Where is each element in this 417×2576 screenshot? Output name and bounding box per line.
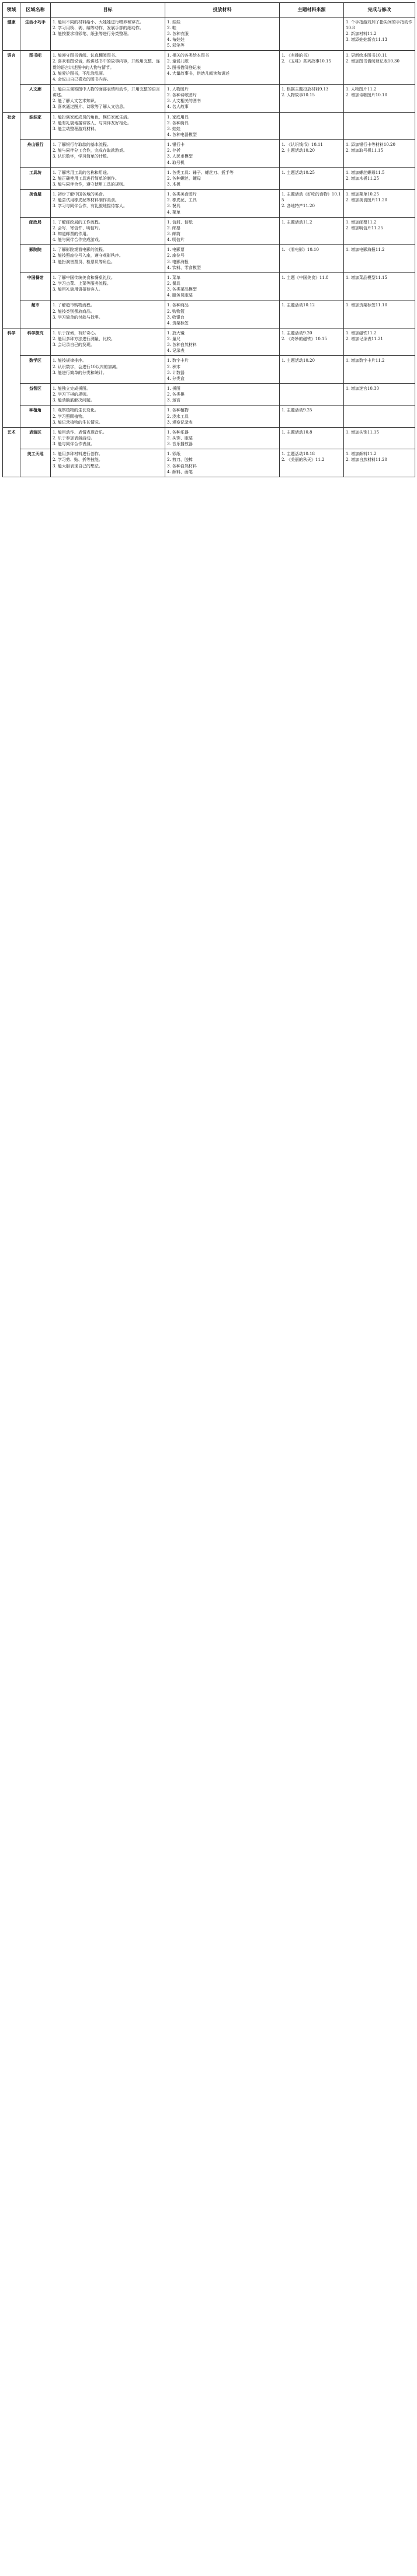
revision-cell — [344, 427, 415, 449]
materials-line: 1. 各类工具：锤子、螺丝刀、扳手等 — [167, 170, 234, 175]
revision-line: 1. 个手指游戏加了指尖间的手指动作10.8 — [346, 19, 412, 30]
table-body — [3, 17, 415, 477]
revision-line: 1. 增加磁铁11.2 — [346, 330, 377, 335]
revision-cell — [344, 406, 415, 427]
materials-line: 2. 各类棋 — [167, 392, 185, 397]
materials-cell — [165, 328, 280, 356]
header-area: 区域名称 — [20, 3, 51, 18]
source-line: 1. 主题活动10.12 — [282, 303, 315, 308]
goals-line: 1. 能独立完成拼图。 — [53, 386, 91, 392]
revision-cell — [344, 300, 415, 328]
materials-line: 4. 名人故事 — [167, 104, 189, 110]
materials-line: 2. 各种厨具 — [167, 120, 189, 125]
materials-line: 3. 收银台 — [167, 314, 185, 320]
area-name-cell: 种植角 — [20, 406, 51, 427]
materials-cell — [165, 167, 280, 189]
revision-line: 1. 增加货架标签11.10 — [346, 303, 387, 308]
source-cell — [280, 190, 344, 218]
goals-line: 1. 能扮演家庭成员的角色，模仿家庭生活。 — [53, 114, 131, 120]
materials-line: 1. 人物图片 — [167, 87, 189, 92]
goals-cell — [51, 217, 165, 245]
materials-line: 1. 各类美食图片 — [167, 192, 197, 197]
materials-line: 1. 各种商品 — [167, 303, 189, 308]
table-row — [3, 406, 415, 427]
table-row — [3, 112, 415, 140]
source-line: 2. 人物故事10.15 — [282, 93, 315, 98]
area-name-cell: 美食屋 — [20, 190, 51, 218]
revision-line: 1. 增加菜单10.25 — [346, 192, 379, 197]
goals-cell — [51, 190, 165, 218]
materials-line: 1. 家庭用具 — [167, 114, 189, 120]
materials-line: 4. 布娃娃 — [167, 37, 185, 43]
area-name-cell: 美工天地 — [20, 449, 51, 477]
revision-line: 2. 增加自然材料11.20 — [346, 457, 387, 463]
source-line: 1. 《看电影》10.10 — [282, 247, 319, 253]
source-line: 1. 主题活动《好吃的食物》10.15 — [282, 192, 341, 203]
source-cell — [280, 140, 344, 168]
revision-cell — [344, 328, 415, 356]
area-name-cell: 生活小巧手 — [20, 17, 51, 51]
table-row — [3, 85, 415, 113]
header-source: 主题材料来源 — [280, 3, 344, 18]
goals-line: 3. 能大胆表现自己的想法。 — [53, 463, 103, 469]
materials-cell — [165, 384, 280, 406]
header-goals: 目标 — [51, 3, 165, 18]
table-row — [3, 449, 415, 477]
source-cell — [280, 300, 344, 328]
revision-cell — [344, 245, 415, 273]
source-line: 1. 主题活动10.18 — [282, 452, 315, 457]
goals-line: 3. 能扮演售票员、检票员等角色。 — [53, 259, 115, 264]
goals-line: 3. 喜欢通过图片、诗歌等了解人文信息。 — [53, 104, 127, 110]
source-line: 1. 《有趣的书》 — [282, 53, 311, 58]
source-cell — [280, 17, 344, 51]
table-row — [3, 356, 415, 384]
area-name-cell: 图书吧 — [20, 51, 51, 85]
materials-line: 2. 餐具 — [167, 281, 180, 286]
goals-cell — [51, 356, 165, 384]
area-name-cell: 科学探究 — [20, 328, 51, 356]
domain-cell: 科学 — [3, 328, 20, 427]
revision-cell — [344, 384, 415, 406]
revision-line: 1. 增加数字卡片11.2 — [346, 358, 385, 363]
table-row — [3, 272, 415, 300]
header-revision: 完成与修改 — [344, 3, 415, 18]
materials-line: 2. 童谣儿歌 — [167, 59, 189, 64]
goals-line: 3. 能动脑筋解决问题。 — [53, 398, 95, 403]
materials-line: 3. 各种衣服 — [167, 31, 189, 36]
goals-line: 3. 知道邮票的作用。 — [53, 231, 91, 236]
materials-line: 3. 人民币模型 — [167, 154, 193, 159]
goals-cell — [51, 17, 165, 51]
materials-line: 3. 观察记录表 — [167, 420, 193, 425]
area-name-cell: 影院院 — [20, 245, 51, 273]
goals-line: 2. 学习下棋的规则。 — [53, 392, 91, 397]
header-materials: 投放材料 — [165, 3, 280, 18]
revision-cell — [344, 140, 415, 168]
materials-line: 4. 大量故事书，供幼儿阅读和讲述 — [167, 71, 230, 76]
materials-cell — [165, 427, 280, 449]
materials-line: 1. 各种乐器 — [167, 429, 189, 435]
goals-line: 1. 能用不同的材料给小、大娃娃进行喂养和穿衣。 — [53, 19, 144, 25]
materials-line: 3. 音乐播放器 — [167, 442, 193, 447]
revision-line: 2. 增加取号机11.15 — [346, 148, 383, 153]
domain-cell: 社会 — [3, 112, 20, 328]
goals-line: 2. 学习照顾植物。 — [53, 414, 86, 419]
table-row — [3, 217, 415, 245]
materials-line: 1. 菜单 — [167, 275, 180, 280]
source-cell — [280, 245, 344, 273]
revision-cell — [344, 85, 415, 113]
source-line: 1. 主题活动10.25 — [282, 170, 315, 175]
goals-line: 3. 能爱护图书，不乱涂乱画。 — [53, 71, 107, 76]
goals-line: 3. 学习与同伴合作，有礼貌地接待客人。 — [53, 204, 127, 209]
materials-line: 1. 数字卡片 — [167, 358, 189, 363]
goals-line: 2. 会写、寄信件、明信片。 — [53, 225, 103, 230]
table-row — [3, 384, 415, 406]
revision-line: 2. 增加图书借阅登记表10.30 — [346, 59, 399, 64]
revision-cell — [344, 449, 415, 477]
revision-line: 1. 增加迷宫10.30 — [346, 386, 379, 392]
goals-line: 2. 能正确使用工具进行简单的制作。 — [53, 176, 119, 181]
revision-cell — [344, 51, 415, 85]
revision-line: 1. 添加银行卡等材料10.20 — [346, 142, 395, 148]
materials-line: 3. 图书借阅登记表 — [167, 65, 201, 70]
materials-line: 2. 头饰、服装 — [167, 436, 193, 441]
materials-line: 4. 服务员服装 — [167, 293, 193, 298]
table-row — [3, 140, 415, 168]
materials-line: 2. 购物篮 — [167, 309, 185, 314]
source-line: 2. 《五味》系列故事10.15 — [282, 59, 331, 64]
revision-line: 1. 增加菜品模型11.15 — [346, 275, 387, 280]
materials-line: 3. 迷宫 — [167, 398, 180, 403]
goals-line: 1. 能按规律排序。 — [53, 358, 86, 363]
materials-line: 4. 分类盒 — [167, 376, 185, 381]
source-line: 1. 主题活动11.2 — [282, 219, 312, 225]
goals-cell — [51, 245, 165, 273]
source-cell — [280, 356, 344, 384]
goals-line: 2. 能有礼貌地接待客人，与同伴友好相处。 — [53, 120, 131, 125]
table-row — [3, 300, 415, 328]
revision-line: 1. 人物图片11.2 — [346, 87, 377, 92]
materials-line: 2. 鞋 — [167, 25, 176, 30]
goals-line: 2. 认识数字，会进行10以内的加减。 — [53, 364, 120, 369]
source-line: 1. 《认识钱币》10.11 — [282, 142, 323, 148]
materials-line: 3. 娃娃 — [167, 126, 180, 131]
area-name-cell: 超市 — [20, 300, 51, 328]
materials-cell — [165, 217, 280, 245]
area-name-cell: 人文廊 — [20, 85, 51, 113]
goals-line: 1. 能用动作、表情表现音乐。 — [53, 429, 107, 435]
materials-cell — [165, 406, 280, 427]
materials-line: 1. 放大镜 — [167, 330, 185, 335]
table-row — [3, 51, 415, 85]
materials-line: 1. 相关的各类绘本图书 — [167, 53, 209, 58]
goals-line: 1. 能遵守图书借阅、认真翻阅图书。 — [53, 53, 119, 58]
goals-cell — [51, 384, 165, 406]
goals-line: 2. 能尝试用橡皮泥等材料制作美食。 — [53, 198, 119, 203]
revision-cell — [344, 217, 415, 245]
materials-line: 3. 各种自然材料 — [167, 342, 197, 348]
goals-line: 1. 能自主观察图中人物的面部表情和动作，并用完整的语言讲述。 — [53, 87, 160, 98]
materials-cell — [165, 356, 280, 384]
revision-line: 1. 更新绘本图书10.11 — [346, 53, 387, 58]
materials-line: 3. 电影海报 — [167, 259, 189, 264]
materials-line: 1. 拼图 — [167, 386, 180, 392]
goals-line: 1. 了解常用工具的名称和用途。 — [53, 170, 111, 175]
goals-line: 3. 能进行简单的分类和统计。 — [53, 370, 107, 375]
materials-cell — [165, 449, 280, 477]
revision-line: 1. 增加邮票11.2 — [346, 219, 377, 225]
table-row — [3, 328, 415, 356]
materials-line: 2. 存折 — [167, 148, 180, 153]
goals-line: 1. 了解银行存取款的基本流程。 — [53, 142, 111, 148]
materials-line: 4. 饮料、零食模型 — [167, 265, 201, 270]
area-plan-table — [2, 2, 415, 477]
goals-line: 1. 乐于探索，有好奇心。 — [53, 330, 99, 335]
materials-line: 4. 颜料、画笔 — [167, 469, 193, 474]
materials-line: 2. 橡皮泥、工具 — [167, 198, 197, 203]
source-line: 1. 主题活动9.25 — [282, 408, 312, 413]
revision-cell — [344, 17, 415, 51]
materials-cell — [165, 51, 280, 85]
area-name-cell: 益智区 — [20, 384, 51, 406]
goals-line: 3. 学习简单的付款与找零。 — [53, 314, 103, 320]
goals-line: 1. 了解超市购物流程。 — [53, 303, 95, 308]
materials-line: 5. 彩笔等 — [167, 43, 185, 48]
source-cell — [280, 51, 344, 85]
goals-cell — [51, 300, 165, 328]
goals-line: 1. 能用多种材料进行创作。 — [53, 452, 103, 457]
domain-cell: 语言 — [3, 51, 20, 112]
source-line: 2. 各地特产11.20 — [282, 204, 315, 209]
revision-line: 1. 增加头饰11.15 — [346, 429, 379, 435]
goals-cell — [51, 51, 165, 85]
goals-line: 2. 能按类别摆放商品。 — [53, 309, 95, 314]
materials-cell — [165, 17, 280, 51]
revision-cell — [344, 356, 415, 384]
goals-line: 3. 能与同伴合作，遵守使用工具的规则。 — [53, 181, 127, 187]
goals-line: 1. 了解影院观看电影的流程。 — [53, 247, 107, 253]
table-row — [3, 427, 415, 449]
domain-cell: 艺术 — [3, 427, 20, 477]
table-row — [3, 245, 415, 273]
source-cell — [280, 167, 344, 189]
goals-line: 2. 能用多种方法进行测量、比较。 — [53, 337, 115, 342]
source-line: 1. 主题活动10.8 — [282, 429, 312, 435]
materials-cell — [165, 190, 280, 218]
goals-line: 2. 能与同伴分工合作，完成存取款游戏。 — [53, 148, 127, 153]
source-line: 1. 主题《中国美食》11.8 — [282, 275, 329, 280]
materials-line: 1. 娃娃 — [167, 19, 180, 25]
materials-line: 1. 彩纸 — [167, 452, 180, 457]
materials-line: 2. 积木 — [167, 364, 180, 369]
source-line: 1. 主题活动9.20 — [282, 330, 312, 335]
revision-line: 2. 增加美食图片11.20 — [346, 198, 387, 203]
materials-line: 3. 人文相关的图书 — [167, 99, 201, 104]
goals-line: 3. 能主动整理游戏材料。 — [53, 126, 99, 131]
source-cell — [280, 449, 344, 477]
source-cell — [280, 85, 344, 113]
goals-cell — [51, 328, 165, 356]
goals-line: 1. 观察植物的生长变化。 — [53, 408, 99, 413]
revision-cell — [344, 167, 415, 189]
goals-line: 3. 能与同伴合作表演。 — [53, 442, 95, 447]
goals-line: 2. 学习点菜、上菜等服务流程。 — [53, 281, 111, 286]
revision-line: 1. 增加颜料11.2 — [346, 452, 377, 457]
materials-cell — [165, 140, 280, 168]
area-name-cell: 表演区 — [20, 427, 51, 449]
goals-line: 4. 会说出自己喜欢的图书内容。 — [53, 76, 111, 82]
goals-line: 2. 喜欢看图说话，能讲述书中的故事内容，并能用完整、连贯的语言讲述图中的人物与情节。 — [53, 59, 160, 70]
revision-line: 1. 增加螺丝螺母11.5 — [346, 170, 385, 175]
table-row — [3, 167, 415, 189]
area-name-cell: 工具坊 — [20, 167, 51, 189]
table-row — [3, 17, 415, 51]
goals-cell — [51, 427, 165, 449]
table-row — [3, 190, 415, 218]
goals-line: 3. 能用礼貌用语招待客人。 — [53, 287, 103, 292]
goals-line: 4. 能与同伴合作完成游戏。 — [53, 237, 103, 243]
materials-line: 4. 记录表 — [167, 348, 185, 354]
goals-line: 2. 学习用筷、剥、编等动作，发展手部的细动作。 — [53, 25, 144, 30]
header-domain: 领域 — [3, 3, 20, 18]
materials-line: 2. 量尺 — [167, 337, 180, 342]
goals-line: 3. 认识数字，学习简单的计数。 — [53, 154, 111, 159]
materials-cell — [165, 85, 280, 113]
materials-line: 3. 邮筒 — [167, 231, 180, 236]
goals-cell — [51, 449, 165, 477]
revision-cell — [344, 272, 415, 300]
source-line: 2. 《奇妙的磁铁》10.15 — [282, 337, 327, 342]
materials-line: 4. 取号机 — [167, 160, 185, 165]
source-cell — [280, 427, 344, 449]
source-cell — [280, 406, 344, 427]
materials-line: 1. 电影票 — [167, 247, 185, 253]
source-cell — [280, 112, 344, 140]
area-name-cell: 邮政局 — [20, 217, 51, 245]
domain-cell: 健康 — [3, 17, 20, 51]
revision-line: 2. 增加记录表11.21 — [346, 337, 383, 342]
materials-cell — [165, 272, 280, 300]
goals-line: 1. 初步了解中国各地的美食。 — [53, 192, 107, 197]
goals-line: 2. 学习剪、贴、折等技能。 — [53, 457, 103, 463]
area-name-cell: 舟山银行 — [20, 140, 51, 168]
revision-line: 2. 新加材料11.2 — [346, 31, 377, 36]
goals-cell — [51, 85, 165, 113]
goals-cell — [51, 406, 165, 427]
goals-line: 3. 会记录自己的发现。 — [53, 342, 95, 348]
goals-line: 3. 能按要求将彩笔、纸张等进行分类整理。 — [53, 31, 131, 36]
materials-line: 3. 餐具 — [167, 204, 180, 209]
materials-line: 1. 各种植物 — [167, 408, 189, 413]
materials-line: 2. 各种诗歌图片 — [167, 93, 197, 98]
materials-line: 3. 各类菜品模型 — [167, 287, 197, 292]
materials-line: 2. 剪刀、胶棒 — [167, 457, 193, 463]
source-cell — [280, 272, 344, 300]
goals-cell — [51, 167, 165, 189]
revision-line: 2. 增加诗歌图片10.10 — [346, 93, 387, 98]
goals-cell — [51, 272, 165, 300]
materials-line: 3. 计数器 — [167, 370, 185, 375]
materials-line: 4. 明信片 — [167, 237, 185, 243]
materials-line: 3. 各种自然材料 — [167, 463, 197, 469]
materials-line: 1. 银行卡 — [167, 142, 185, 148]
materials-line: 2. 座位号 — [167, 253, 185, 258]
goals-line: 2. 能了解人文艺术知识。 — [53, 99, 99, 104]
area-name-cell: 娃娃家 — [20, 112, 51, 140]
materials-line: 4. 各种电器模型 — [167, 132, 197, 137]
goals-line: 1. 了解中国传统美食和餐桌礼仪。 — [53, 275, 115, 280]
goals-cell — [51, 140, 165, 168]
materials-line: 2. 浇水工具 — [167, 414, 189, 419]
goals-line: 1. 了解邮政局的工作流程。 — [53, 219, 103, 225]
source-cell — [280, 217, 344, 245]
materials-line: 2. 各种螺丝、螺母 — [167, 176, 201, 181]
source-line: 2. 主题活动10.20 — [282, 148, 315, 153]
area-name-cell: 数学区 — [20, 356, 51, 384]
source-cell — [280, 328, 344, 356]
materials-cell — [165, 245, 280, 273]
revision-line: 1. 增加电影海报11.2 — [346, 247, 385, 253]
goals-line: 2. 乐于参加表演活动。 — [53, 436, 95, 441]
revision-cell — [344, 112, 415, 140]
goals-cell — [51, 112, 165, 140]
materials-line: 4. 货架标签 — [167, 320, 189, 326]
source-line: 1. 根据主题投放材料9.13 — [282, 87, 329, 92]
revision-line: 2. 增加木板11.25 — [346, 176, 379, 181]
source-line: 2. 《美丽的秋天》11.2 — [282, 457, 325, 463]
source-cell — [280, 384, 344, 406]
materials-cell — [165, 300, 280, 328]
header-row — [3, 3, 415, 18]
area-name-cell: 中国餐馆 — [20, 272, 51, 300]
materials-cell — [165, 112, 280, 140]
materials-line: 2. 邮票 — [167, 225, 180, 230]
revision-cell — [344, 190, 415, 218]
materials-line: 3. 木板 — [167, 181, 180, 187]
revision-line: 2. 增加明信片11.25 — [346, 225, 383, 230]
goals-line: 3. 能记录植物的生长情况。 — [53, 420, 103, 425]
materials-line: 4. 菜单 — [167, 209, 180, 215]
revision-line: 3. 增添娃娃新衣11.13 — [346, 37, 387, 43]
goals-line: 2. 能按照座位号入座，遵守观影秩序。 — [53, 253, 123, 258]
source-line: 1. 主题活动10.20 — [282, 358, 315, 363]
materials-line: 1. 信封、信纸 — [167, 219, 193, 225]
